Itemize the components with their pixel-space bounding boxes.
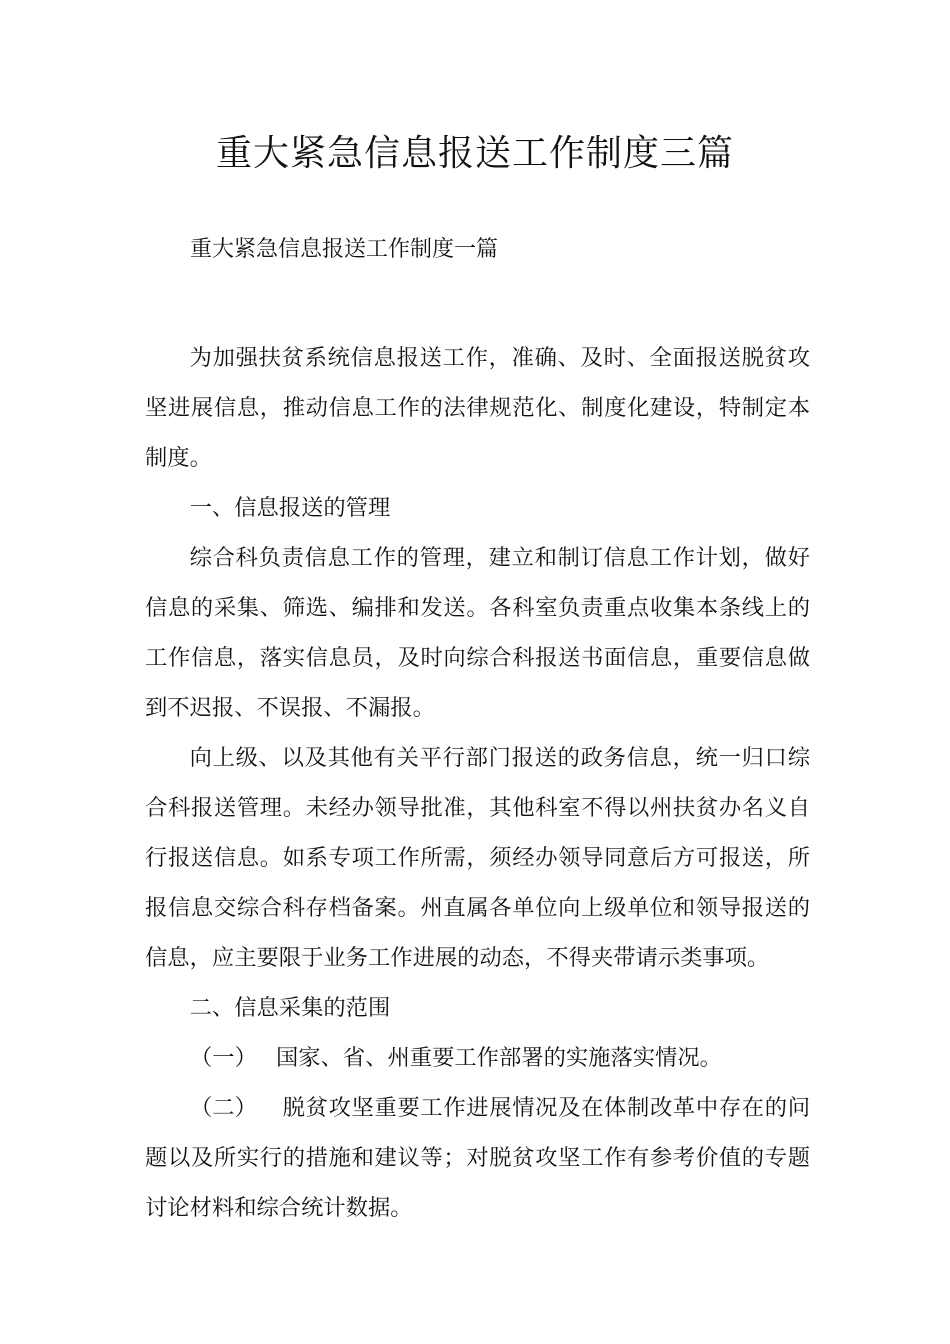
document-subtitle: 重大紧急信息报送工作制度一篇 [190, 237, 499, 262]
paragraph-intro: 为加强扶贫系统信息报送工作，准确、及时、全面报送脱贫攻坚进展信息，推动信息工作的法律规范化、制度化建设，特制定本制度。 [145, 345, 810, 471]
document-body [145, 333, 810, 1233]
list-item-text: 脱贫攻坚重要工作进展情况及在体制改革中存在的问题以及所实行的措施和建议等；对脱贫攻坚工作有参考价值的专题讨论材料和综合统计数据。 [145, 1095, 810, 1221]
section-heading-scope: 二、信息采集的范围 [189, 995, 391, 1021]
section-heading-management: 一、信息报送的管理 [189, 495, 391, 521]
list-item-number: （一） [190, 1045, 257, 1071]
list-item [145, 1033, 810, 1083]
list-item-text: 国家、省、州重要工作部署的实施落实情况。 [276, 1045, 722, 1071]
paragraph-management: 综合科负责信息工作的管理，建立和制订信息工作计划，做好信息的采集、筛选、编排和发送。各科室负责重点收集本条线上的工作信息，落实信息员，及时向综合科报送书面信息，重要信息做到不迟报、不误报、不漏报。 [145, 545, 810, 721]
document-title: 重大紧急信息报送工作制度三篇 [215, 133, 734, 174]
list-item-number: （二） [190, 1095, 257, 1121]
paragraph-reporting: 向上级、以及其他有关平行部门报送的政务信息，统一归口综合科报送管理。未经办领导批准，其他科室不得以州扶贫办名义自行报送信息。如系专项工作所需，须经办领导同意后方可报送，所报信息交综合科存档备案。州直属各单位向上级单位和领导报送的信息，应主要限于业务工作进展的动态，不得夹带请示类事项。 [145, 745, 810, 971]
list-item [145, 1083, 810, 1233]
